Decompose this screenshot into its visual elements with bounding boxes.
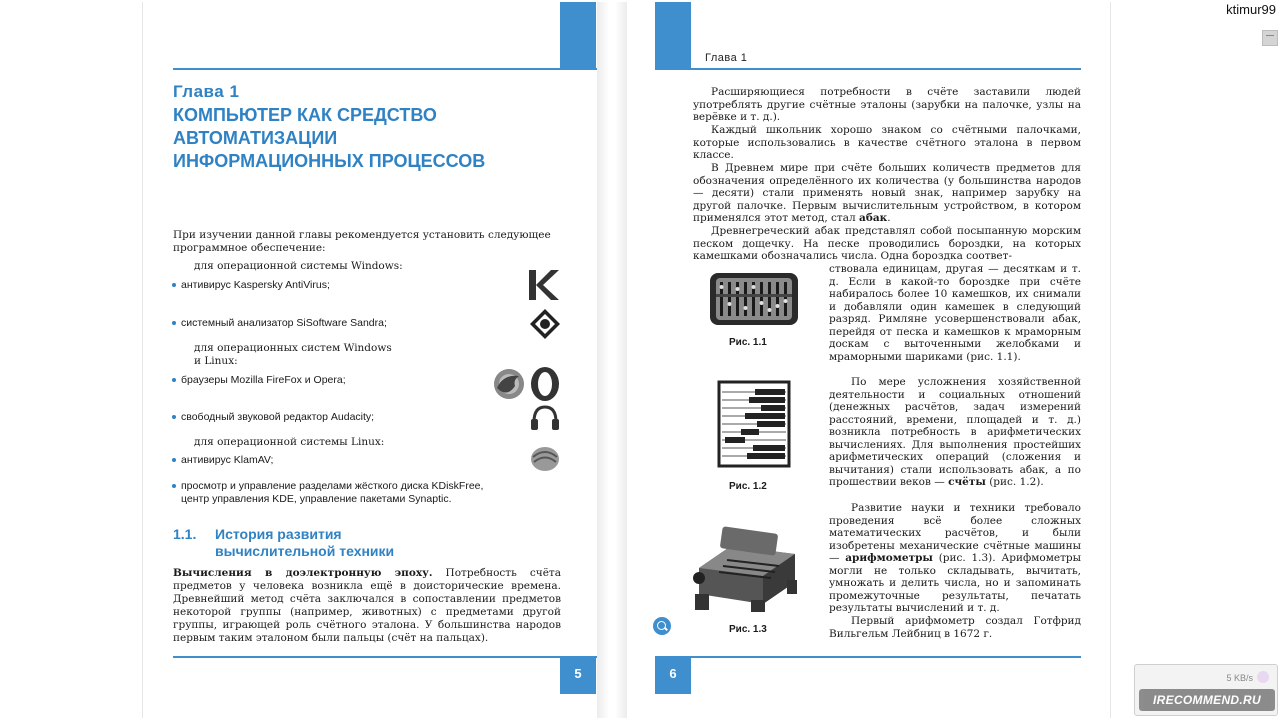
page-5 [142, 2, 597, 718]
network-widget [1134, 664, 1278, 716]
heart-icon[interactable] [1257, 671, 1269, 683]
figure-arithmometer [691, 520, 803, 614]
opera-icon [529, 366, 561, 402]
scroll-up-button[interactable] [1262, 30, 1278, 46]
bottom-rule [655, 656, 1081, 658]
username-label[interactable]: ktimur99 [1226, 2, 1276, 17]
figure-roman-abacus [709, 270, 799, 328]
page-6 [627, 2, 1111, 718]
book-gutter [597, 2, 627, 718]
bottom-rule [173, 656, 598, 658]
intro-text: При изучении данной главы рекомендуется установить следующее программное обеспечение: [173, 229, 551, 254]
chapter-label: Глава 1 [173, 82, 240, 101]
watermark-logo: IRECOMMEND.RU [1139, 689, 1275, 711]
magnifier-icon [653, 617, 671, 635]
os-note-windows: для операционной системы Windows: [194, 260, 403, 272]
paragraph-4: Древнегреческий абак представлял собой посыпанную морским песком дощечку. На песке проводились бороздки, на которых камешками обозначались числа. Одна бороздка соответ- [693, 225, 1081, 262]
figure-caption-1: Рис. 1.1 [729, 337, 767, 348]
list-item-klamav: антивирус KlamAV; [181, 454, 536, 467]
top-blue-tab [560, 2, 596, 68]
kaspersky-icon [527, 268, 561, 302]
figure-schoty-abacus [717, 380, 791, 468]
os-note-linux: для операционной системы Linux: [194, 436, 385, 448]
paragraph-4-continued: ствовала единицам, другая — десяткам и т. д. Если в какой-то бороздке при счёте набиралось более 10 камешков, их снимали и добавляли один камешек в следующий разряд. Римляне усовершенствовали абак, перейдя от песка и камешков к мраморным доскам с выточенными желобками и мраморными шариками (рис. 1.1). [829, 263, 1081, 363]
top-rule [655, 68, 1081, 70]
list-item-audacity: свободный звуковой редактор Audacity; [181, 411, 536, 424]
paragraph-6: Развитие науки и техники требовало проведения всё более сложных математических расчётов, и были изобретены механические счётные машины — арифмометры (рис. 1.3). Арифмометры могли не только складывать, вычитать, умножать и делить числа, но и запоминать промежуточные результаты, печатать результаты вычислений и т. д. [829, 502, 1081, 614]
bullet-dot [172, 378, 176, 382]
paragraph-5: По мере усложнения хозяйственной деятельности и социальных отношений (денежных расчётов, задач измерений расстояний, времени, площадей и т. д.) возникла потребность в арифметических вычислениях. Для выполнения простейших арифметических операций (сложения и вычитания) стали использовать абак, а по прошествии веков — счёты (рис. 1.2). [829, 376, 1081, 488]
firefox-icon [493, 368, 525, 400]
top-blue-tab [655, 2, 691, 68]
figure-caption-3: Рис. 1.3 [729, 624, 767, 635]
list-item-sandra: системный анализатор SiSoftware Sandra; [181, 317, 536, 330]
network-speed: 5 KB/s [1226, 673, 1253, 683]
top-rule [173, 68, 598, 70]
klamav-icon [529, 445, 561, 473]
bullet-dot [172, 484, 176, 488]
bullet-dot [172, 283, 176, 287]
os-note-windows-linux: для операционных систем Windows и Linux: [194, 342, 392, 367]
page-number: 6 [669, 666, 677, 681]
bullet-dot [172, 321, 176, 325]
list-item-kde: просмотр и управление разделами жёсткого диска KDiskFree, центр управления KDE, управление пакетами Synaptic. [181, 480, 541, 506]
figure-caption-2: Рис. 1.2 [729, 481, 767, 492]
sisoftware-sandra-icon [529, 308, 561, 340]
list-item-browsers: браузеры Mozilla FireFox и Opera; [181, 374, 536, 387]
audacity-icon [529, 404, 561, 432]
page-number-tab [655, 656, 691, 694]
section-title: 1.1. История развития вычислительной техники [173, 526, 395, 559]
paragraph-3: В Древнем мире при счёте больших количеств предметов для обозначения определённого их количества (у большинства народов — десяти) стали применять новый знак, например зарубку на другой палочке. Первым вычислительным устройством, в котором применялся этот метод, стал абак. [693, 162, 1081, 224]
bullet-dot [172, 458, 176, 462]
list-item-kaspersky: антивирус Kaspersky AntiVirus; [181, 279, 536, 292]
paragraph-1: Расширяющиеся потребности в счёте заставили людей употреблять другие счётные эталоны (зарубки на палочке, узлы на верёвке и т. д.). [693, 86, 1081, 123]
page-number-tab [560, 656, 596, 694]
paragraph-7: Первый арифмометр создал Готфрид Вильгельм Лейбниц в 1672 г. [829, 615, 1081, 640]
running-header: Глава 1 [705, 52, 748, 64]
section-body-text: Вычисления в доэлектронную эпоху. Потребность счёта предметов у человека возникла ещё в доисторические времена. Древнейший метод счёта заключался в сопоставлении предметов некоторой группы (например, животных) с предметами другой группы, играющей роль счётного эталона. У большинства народов первым таким эталоном были пальцы (счёт на пальцах). [173, 567, 561, 644]
bullet-dot [172, 415, 176, 419]
paragraph-2: Каждый школьник хорошо знаком со счётными палочками, которые использовались в качестве счётного эталона в первом классе. [693, 124, 1081, 161]
chapter-title: КОМПЬЮТЕР КАК СРЕДСТВО АВТОМАТИЗАЦИИ ИНФОРМАЦИОННЫХ ПРОЦЕССОВ [173, 105, 486, 171]
page-number: 5 [574, 666, 582, 681]
